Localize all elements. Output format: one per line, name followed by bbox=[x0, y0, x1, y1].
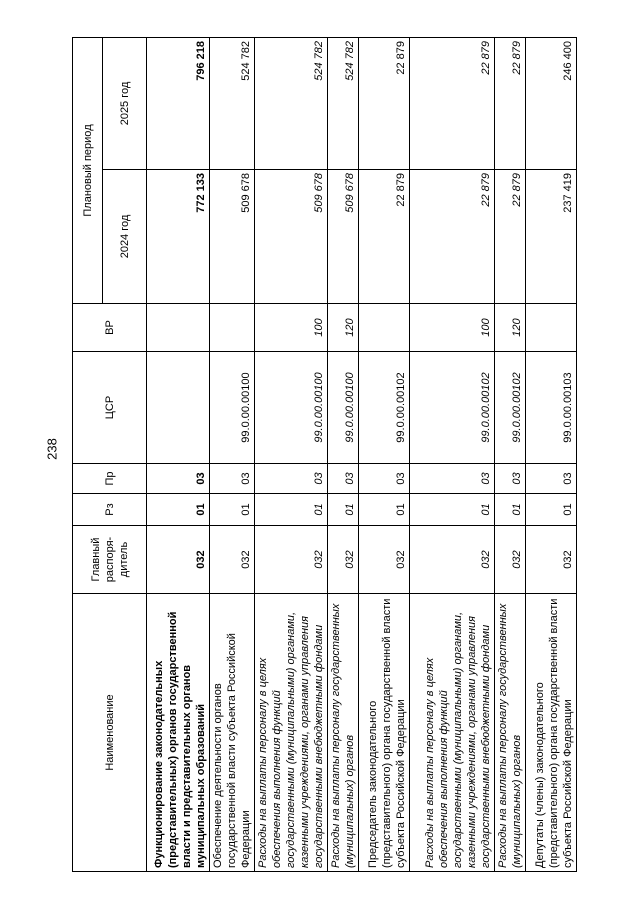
row-amount-2025: 22 879 bbox=[495, 38, 526, 170]
row-name: Расходы на выплаты персоналу государственных (муниципальных) органов bbox=[495, 594, 526, 872]
header-year-2025: 2025 год bbox=[103, 38, 147, 170]
row-name: Председатель законодательного (представительного) органа государственной власти субъекта Российской Федерации bbox=[359, 594, 410, 872]
row-subsection: 03 bbox=[410, 464, 495, 494]
header-planning-period: Плановый период bbox=[73, 38, 103, 304]
header-subsection: Пр bbox=[73, 464, 147, 494]
row-section: 01 bbox=[359, 494, 410, 526]
row-name: Расходы на выплаты персоналу государственных (муниципальных) органов bbox=[328, 594, 359, 872]
row-chief-administrator: 032 bbox=[359, 526, 410, 594]
row-expense-type: 100 bbox=[410, 304, 495, 352]
row-target-article: 99.0.00.00103 bbox=[526, 352, 577, 464]
table-body bbox=[147, 38, 577, 872]
row-subsection: 03 bbox=[495, 464, 526, 494]
row-expense-type: 120 bbox=[328, 304, 359, 352]
row-section: 01 bbox=[210, 494, 255, 526]
row-amount-2024: 22 879 bbox=[410, 170, 495, 304]
table-row bbox=[255, 38, 328, 872]
header-expense-type: ВР bbox=[73, 304, 147, 352]
header-section: Рз bbox=[73, 494, 147, 526]
header-chief-administrator: Главный распоря-дитель bbox=[73, 526, 147, 594]
row-amount-2024: 509 678 bbox=[210, 170, 255, 304]
row-subsection: 03 bbox=[210, 464, 255, 494]
row-chief-administrator: 032 bbox=[526, 526, 577, 594]
row-expense-type bbox=[147, 304, 210, 352]
budget-table bbox=[72, 37, 577, 872]
page-number: 238 bbox=[44, 438, 60, 460]
row-chief-administrator: 032 bbox=[495, 526, 526, 594]
row-target-article: 99.0.00.00102 bbox=[495, 352, 526, 464]
row-amount-2024: 22 879 bbox=[495, 170, 526, 304]
row-target-article bbox=[147, 352, 210, 464]
row-section: 01 bbox=[526, 494, 577, 526]
row-chief-administrator: 032 bbox=[210, 526, 255, 594]
row-chief-administrator: 032 bbox=[410, 526, 495, 594]
header-name: Наименование bbox=[73, 594, 147, 872]
row-amount-2025: 22 879 bbox=[410, 38, 495, 170]
table-row bbox=[147, 38, 210, 872]
row-subsection: 03 bbox=[328, 464, 359, 494]
row-name: Расходы на выплаты персоналу в целях обеспечения выполнения функций государственными (муниципальными) органами, казенными учреждениями, органами управления государственными внебюджетными фондами bbox=[410, 594, 495, 872]
row-chief-administrator: 032 bbox=[328, 526, 359, 594]
row-expense-type bbox=[526, 304, 577, 352]
row-subsection: 03 bbox=[255, 464, 328, 494]
row-subsection: 03 bbox=[526, 464, 577, 494]
row-expense-type bbox=[210, 304, 255, 352]
row-amount-2024: 509 678 bbox=[328, 170, 359, 304]
row-expense-type bbox=[359, 304, 410, 352]
row-name: Расходы на выплаты персоналу в целях обеспечения выполнения функций государственными (муниципальными) органами, казенными учреждениями, органами управления государственными внебюджетными фондами bbox=[255, 594, 328, 872]
row-target-article: 99.0.00.00102 bbox=[410, 352, 495, 464]
row-amount-2024: 237 419 bbox=[526, 170, 577, 304]
table-row bbox=[359, 38, 410, 872]
row-amount-2025: 524 782 bbox=[255, 38, 328, 170]
row-expense-type: 100 bbox=[255, 304, 328, 352]
row-section: 01 bbox=[495, 494, 526, 526]
row-target-article: 99.0.00.00100 bbox=[210, 352, 255, 464]
table-row bbox=[495, 38, 526, 872]
header-target-article: ЦСР bbox=[73, 352, 147, 464]
row-amount-2025: 524 782 bbox=[210, 38, 255, 170]
row-name: Депутаты (члены) законодательного (представительного) органа государственной власти субъекта Российской Федерации bbox=[526, 594, 577, 872]
row-section: 01 bbox=[328, 494, 359, 526]
row-amount-2025: 796 218 bbox=[147, 38, 210, 170]
row-chief-administrator: 032 bbox=[255, 526, 328, 594]
row-amount-2024: 772 133 bbox=[147, 170, 210, 304]
table-row bbox=[210, 38, 255, 872]
table-row bbox=[328, 38, 359, 872]
row-chief-administrator: 032 bbox=[147, 526, 210, 594]
row-subsection: 03 bbox=[147, 464, 210, 494]
row-section: 01 bbox=[410, 494, 495, 526]
row-section: 01 bbox=[147, 494, 210, 526]
row-target-article: 99.0.00.00102 bbox=[359, 352, 410, 464]
row-target-article: 99.0.00.00100 bbox=[255, 352, 328, 464]
row-amount-2024: 509 678 bbox=[255, 170, 328, 304]
row-amount-2025: 22 879 bbox=[359, 38, 410, 170]
row-amount-2024: 22 879 bbox=[359, 170, 410, 304]
rotated-page-content bbox=[72, 38, 574, 872]
header-year-2024: 2024 год bbox=[103, 170, 147, 304]
row-expense-type: 120 bbox=[495, 304, 526, 352]
row-section: 01 bbox=[255, 494, 328, 526]
row-name: Обеспечение деятельности органов государственной власти субъекта Российской Федерации bbox=[210, 594, 255, 872]
row-name: Функционирование законодательных (представительных) органов государственной власти и представительных органов муниципальных образований bbox=[147, 594, 210, 872]
table-row bbox=[526, 38, 577, 872]
row-amount-2025: 246 400 bbox=[526, 38, 577, 170]
row-amount-2025: 524 782 bbox=[328, 38, 359, 170]
row-target-article: 99.0.00.00100 bbox=[328, 352, 359, 464]
table-row bbox=[410, 38, 495, 872]
row-subsection: 03 bbox=[359, 464, 410, 494]
